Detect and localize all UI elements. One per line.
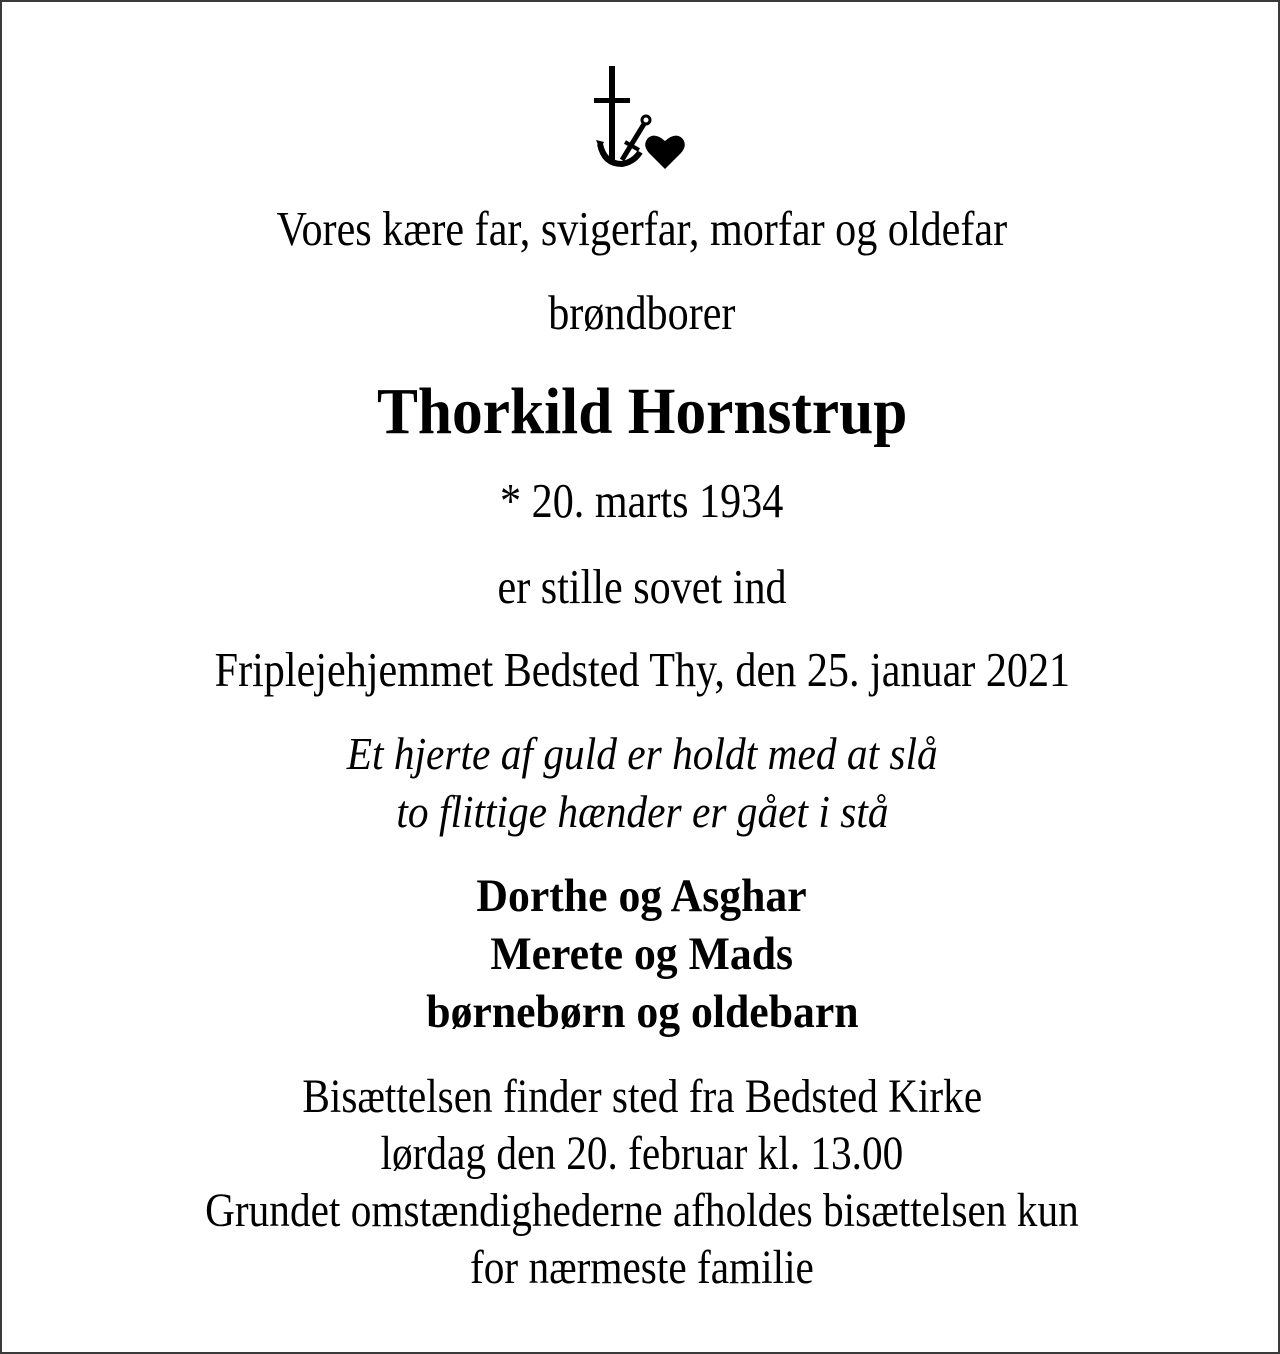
birth-date: * 20. marts 1934 (500, 473, 784, 528)
intro-line: Vores kære far, svigerfar, morfar og oldefar (276, 201, 1008, 256)
verse-line-1: Et hjerte af guld er holdt med at slå (346, 729, 938, 779)
occupation-line: brøndborer (548, 285, 736, 340)
funeral-line-3: Grundet omstændighederne afholdes bisættelsen kun (205, 1184, 1079, 1237)
place-date-line: Friplejehjemmet Bedsted Thy, den 25. januar 2021 (214, 642, 1070, 697)
passed-line: er stille sovet ind (497, 559, 787, 614)
cross-anchor-heart-icon (592, 64, 692, 174)
funeral-line-2: lørdag den 20. februar kl. 13.00 (380, 1127, 904, 1180)
family-line-2: Merete og Mads (490, 928, 794, 980)
funeral-line-1: Bisættelsen finder sted fra Bedsted Kirke (302, 1070, 982, 1123)
family-line-1: Dorthe og Asghar (476, 870, 808, 922)
deceased-name: Thorkild Hornstrup (376, 375, 908, 448)
verse-line-2: to flittige hænder er gået i stå (395, 787, 889, 837)
family-line-3: børnebørn og oldebarn (425, 986, 859, 1038)
funeral-line-4: for nærmeste familie (470, 1241, 814, 1294)
